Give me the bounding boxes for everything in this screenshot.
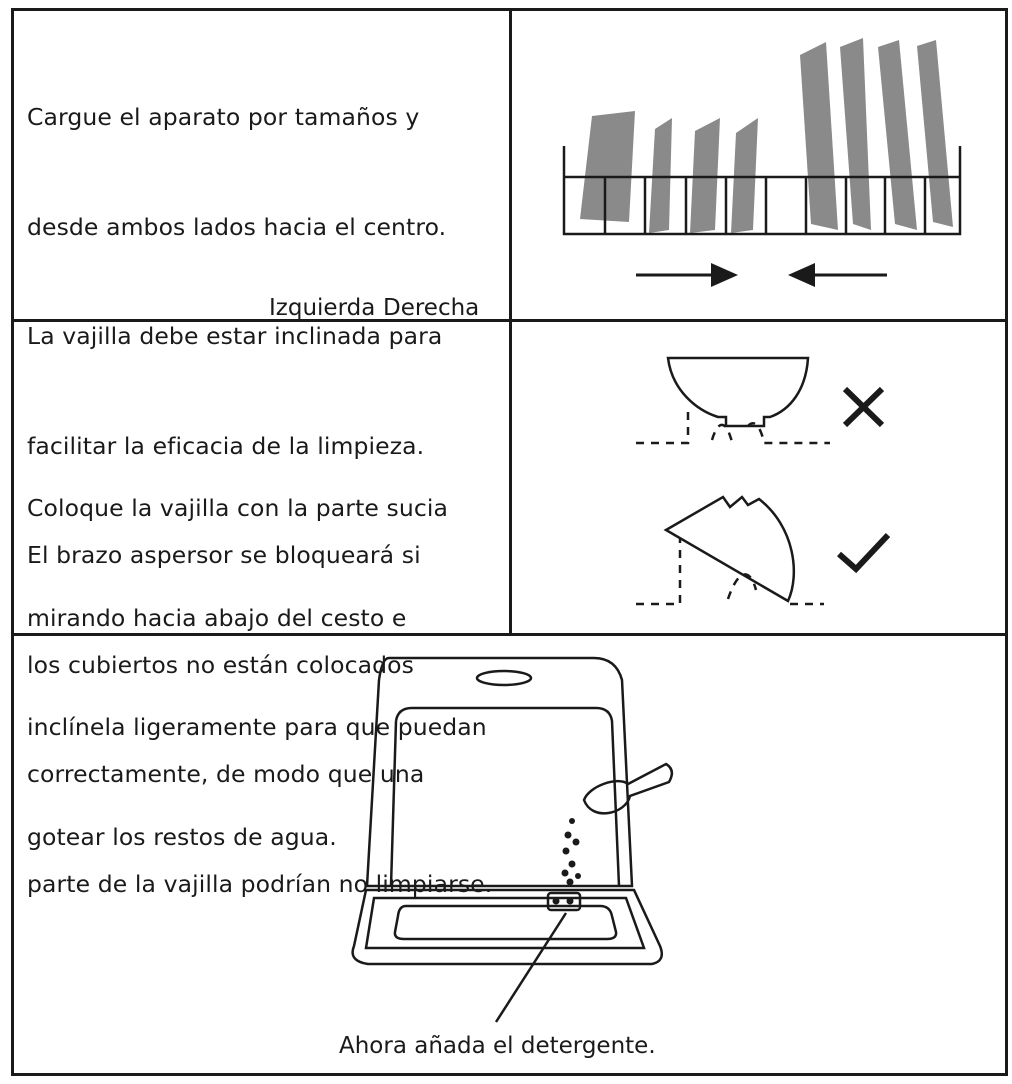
plate — [840, 38, 871, 230]
text-line: Cargue el aparato por tamaños y — [27, 103, 420, 131]
checkmark-icon — [839, 535, 888, 569]
text-line: Coloque la vajilla con la parte sucia — [27, 494, 448, 522]
text-line: parte de la vajilla podrían no limpiarse. — [27, 869, 493, 898]
text-line: gotear los restos de agua. — [27, 822, 337, 851]
plate — [580, 111, 635, 222]
plate — [731, 118, 758, 233]
right-label: Derecha — [383, 295, 480, 321]
text-line: desde ambos lados hacia el centro. — [27, 212, 447, 241]
top-handle — [477, 671, 531, 685]
text-line: El brazo aspersor se bloqueará si — [27, 541, 421, 569]
left-arrow-icon — [788, 263, 887, 287]
right-arrow-icon — [636, 263, 738, 287]
text-line: La vajilla debe estar inclinada para — [27, 322, 443, 350]
caption-leader — [496, 913, 566, 1022]
text-line: inclínela ligeramente para que puedan — [27, 713, 487, 741]
dish-rack-illustration — [512, 11, 1006, 317]
text-line: los cubiertos no están colocados — [27, 650, 414, 679]
text-line: correctamente, de modo que una — [27, 760, 425, 788]
detergent-caption: Ahora añada el detergente. — [339, 1033, 656, 1059]
text-line: mirando hacia abajo del cesto e — [27, 603, 407, 632]
cross-icon — [845, 389, 882, 425]
bowl-orientation-illustration — [512, 322, 1006, 632]
plate — [690, 118, 720, 233]
tilted-bowl — [666, 497, 794, 601]
left-label: Izquierda — [269, 295, 376, 321]
text-line: facilitar la eficacia de la limpieza. — [27, 431, 425, 460]
plate — [917, 40, 953, 227]
dishwasher-body — [367, 658, 632, 886]
door-panel — [395, 906, 616, 939]
dishwasher-illustration — [14, 636, 1005, 1036]
plate — [649, 118, 672, 233]
